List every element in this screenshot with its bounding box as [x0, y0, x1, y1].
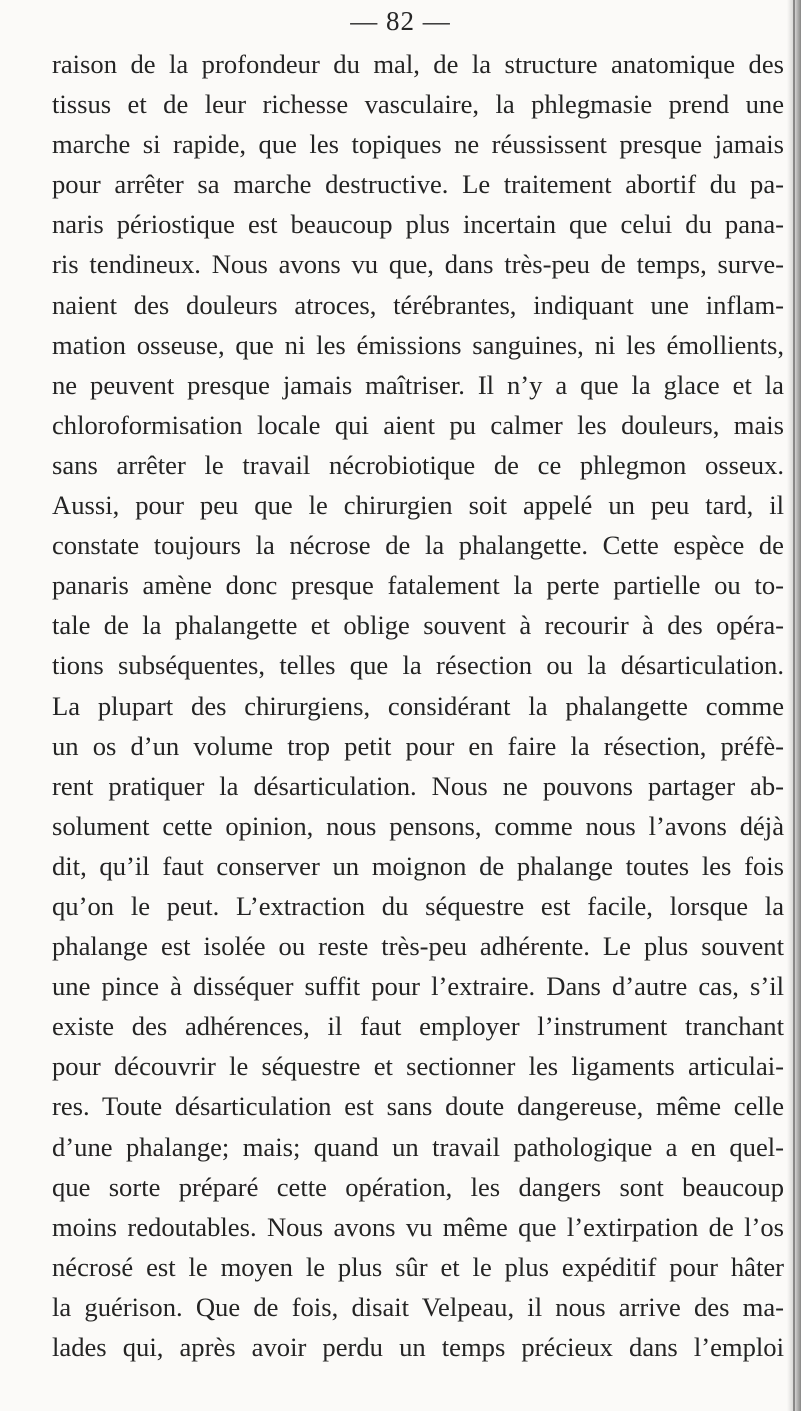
text-line: Aussi, pour peu que le chirurgien soit appelé un peu tard, il: [52, 490, 784, 521]
text-line: mation osseuse, que ni les émissions sanguines, ni les émollients,: [52, 329, 784, 360]
text-line: constate toujours la nécrose de la phalangette. Cette espèce de: [52, 530, 784, 561]
body-text: [52, 44, 784, 1367]
text-line: existe des adhérences, il faut employer l’instrument tranchant: [52, 1011, 784, 1042]
text-line: La plupart des chirurgiens, considérant la phalangette comme: [52, 690, 784, 721]
text-line: raison de la profondeur du mal, de la structure anatomique des: [52, 49, 784, 79]
text-line: la guérison. Que de fois, disait Velpeau, il nous arrive des ma-: [52, 1291, 784, 1322]
text-line: d’une phalange; mais; quand un travail pathologique a en quel-: [52, 1131, 784, 1162]
text-line: phalange est isolée ou reste très-peu adhérente. Le plus souvent: [52, 931, 784, 962]
text-line: dit, qu’il faut conserver un moignon de phalange toutes les fois: [52, 850, 784, 881]
text-line: sans arrêter le travail nécrobiotique de ce phlegmon osseux.: [52, 449, 784, 480]
text-line: chloroformisation locale qui aient pu calmer les douleurs, mais: [52, 409, 784, 440]
text-line: rent pratiquer la désarticulation. Nous ne pouvons partager ab-: [52, 770, 784, 801]
page-edge-line: [793, 0, 795, 1411]
text-line: ris tendineux. Nous avons vu que, dans très-peu de temps, surve-: [52, 249, 784, 280]
text-line: tissus et de leur richesse vasculaire, la phlegmasie prend une: [52, 89, 784, 120]
text-line: nécrosé est le moyen le plus sûr et le plus expéditif pour hâter: [52, 1251, 784, 1282]
text-line: res. Toute désarticulation est sans doute dangereuse, même celle: [52, 1091, 784, 1122]
text-line: qu’on le peut. L’extraction du séquestre est facile, lorsque la: [52, 890, 784, 921]
text-line: une pince à disséquer suffit pour l’extraire. Dans d’autre cas, s’il: [52, 971, 784, 1002]
text-line: que sorte préparé cette opération, les dangers sont beaucoup: [52, 1171, 784, 1202]
text-line: naris périostique est beaucoup plus incertain que celui du pana-: [52, 209, 784, 240]
text-line: pour découvrir le séquestre et sectionner les ligaments articulai-: [52, 1051, 784, 1082]
text-line: pour arrêter sa marche destructive. Le traitement abortif du pa-: [52, 169, 784, 200]
text-line: tions subséquentes, telles que la résection ou la désarticulation.: [52, 650, 784, 681]
text-line: moins redoutables. Nous avons vu même que l’extirpation de l’os: [52, 1211, 784, 1242]
text-line: panaris amène donc presque fatalement la perte partielle ou to-: [52, 570, 784, 601]
text-line: naient des douleurs atroces, térébrantes, indiquant une inflam-: [52, 289, 784, 320]
page-number: — 82 —: [350, 6, 451, 36]
text-line: tale de la phalangette et oblige souvent à recourir à des opéra-: [52, 610, 784, 641]
text-line: lades qui, après avoir perdu un temps précieux dans l’emploi: [52, 1332, 784, 1362]
text-line: solument cette opinion, nous pensons, comme nous l’avons déjà: [52, 810, 784, 841]
text-line: ne peuvent presque jamais maîtriser. Il n’y a que la glace et la: [52, 369, 784, 400]
text-line: un os d’un volume trop petit pour en faire la résection, préfè-: [52, 730, 784, 761]
text-line: marche si rapide, que les topiques ne réussissent presque jamais: [52, 129, 784, 160]
